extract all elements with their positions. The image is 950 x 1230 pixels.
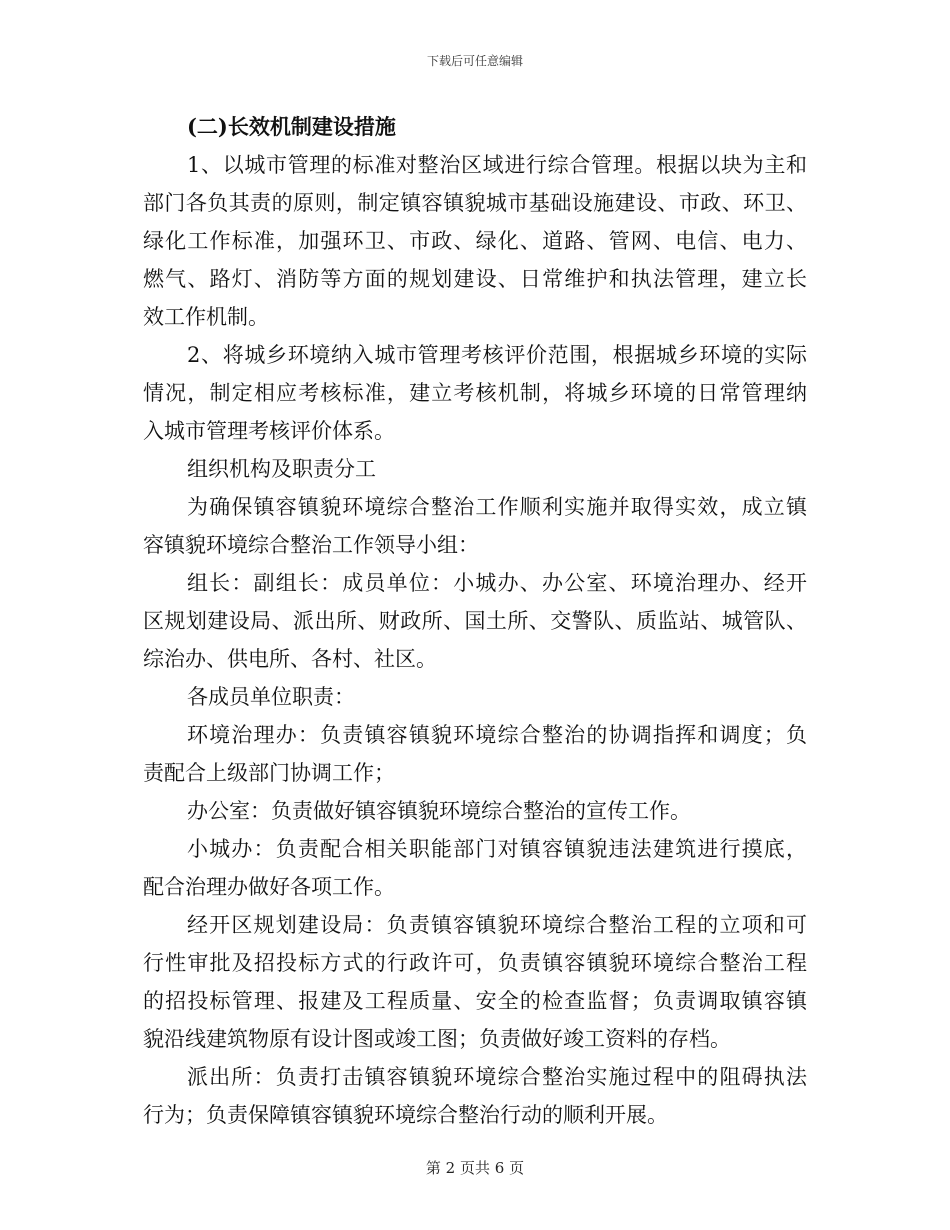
paragraph-line: 组长：副组长：成员单位：小城办、办公室、环境治理办、经开	[187, 571, 807, 595]
subheading: 各成员单位职责：	[187, 685, 355, 709]
paragraph-line: 燃气、路灯、消防等方面的规划建设、日常维护和执法管理，建立长	[143, 267, 807, 291]
paragraph-line: 2、将城乡环境纳入城市管理考核评价范围，根据城乡环境的实际	[187, 343, 807, 367]
paragraph-line: 1、以城市管理的标准对整治区域进行综合管理。根据以块为主和	[187, 153, 807, 177]
paragraph-line: 情况，制定相应考核标准，建立考核机制，将城乡环境的日常管理纳	[143, 381, 807, 405]
paragraph-line: 行为；负责保障镇容镇貌环境综合整治行动的顺利开展。	[143, 1103, 668, 1127]
paragraph-line: 配合治理办做好各项工作。	[143, 875, 395, 899]
paragraph-line: 貌沿线建筑物原有设计图或竣工图；负责做好竣工资料的存档。	[143, 1027, 731, 1051]
paragraph-line: 效工作机制。	[143, 305, 269, 329]
paragraph-line: 小城办：负责配合相关职能部门对镇容镇貌违法建筑进行摸底，	[187, 837, 807, 861]
page-footer: 第 2 页共 6 页	[425, 1159, 525, 1177]
document-body	[143, 108, 807, 1134]
paragraph-line: 区规划建设局、派出所、财政所、国土所、交警队、质监站、城管队、	[143, 609, 807, 633]
paragraph-line: 绿化工作标准，加强环卫、市政、绿化、道路、管网、电信、电力、	[143, 229, 807, 253]
section-heading: (二)长效机制建设措施	[187, 114, 396, 139]
paragraph-line: 的招投标管理、报建及工程质量、安全的检查监督；负责调取镇容镇	[143, 989, 807, 1013]
paragraph-line: 为确保镇容镇貌环境综合整治工作顺利实施并取得实效，成立镇	[187, 495, 807, 519]
paragraph-line: 派出所：负责打击镇容镇貌环境综合整治实施过程中的阻碍执法	[187, 1065, 807, 1089]
paragraph-line: 容镇貌环境综合整治工作领导小组：	[143, 533, 479, 557]
paragraph-line: 责配合上级部门协调工作；	[143, 761, 395, 785]
paragraph-line: 办公室：负责做好镇容镇貌环境综合整治的宣传工作。	[187, 799, 691, 823]
paragraph-line: 部门各负其责的原则，制定镇容镇貌城市基础设施建设、市政、环卫、	[143, 191, 807, 215]
paragraph-line: 经开区规划建设局：负责镇容镇貌环境综合整治工程的立项和可	[187, 913, 807, 937]
subheading: 组织机构及职责分工	[187, 457, 376, 481]
page-header: 下载后可任意编辑	[426, 54, 523, 68]
paragraph-line: 入城市管理考核评价体系。	[143, 419, 395, 443]
paragraph-line: 综治办、供电所、各村、社区。	[143, 647, 437, 671]
paragraph-line: 环境治理办：负责镇容镇貌环境综合整治的协调指挥和调度；负	[187, 723, 807, 747]
paragraph-line: 行性审批及招投标方式的行政许可，负责镇容镇貌环境综合整治工程	[143, 951, 807, 975]
